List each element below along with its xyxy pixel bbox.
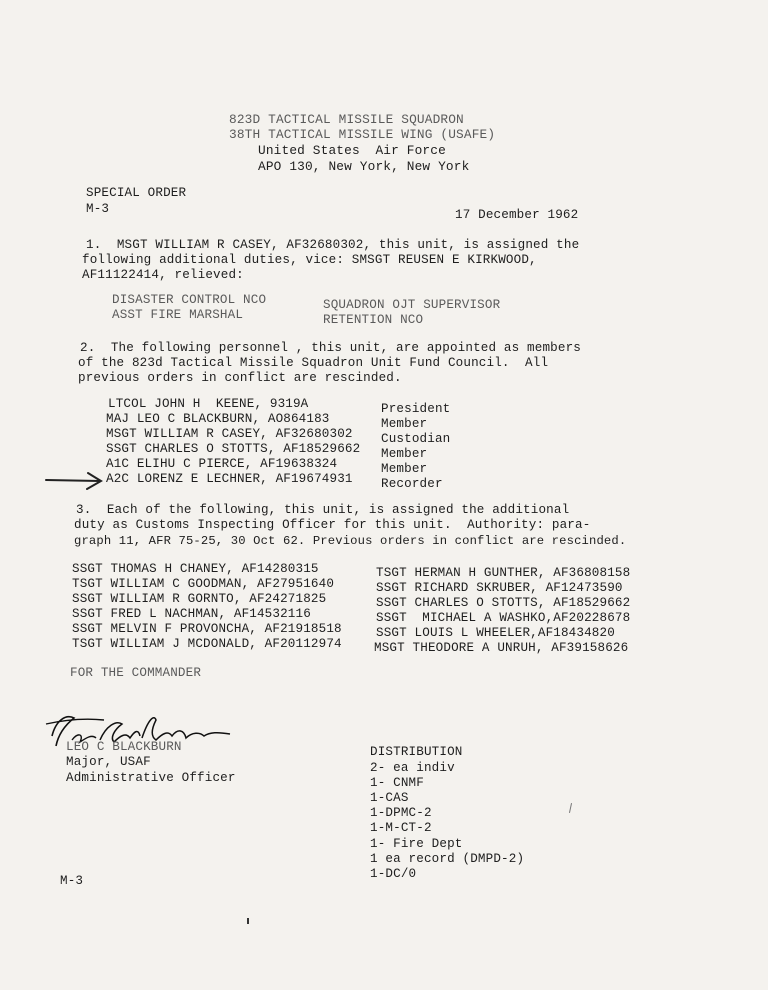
distribution-item: 1-CAS bbox=[370, 791, 409, 805]
hand-drawn-arrow-icon bbox=[44, 470, 104, 490]
para1-line3: AF11122414, relieved: bbox=[82, 268, 244, 282]
for-the-commander: FOR THE COMMANDER bbox=[70, 666, 202, 680]
member-name: A1C ELIHU C PIERCE, AF19638324 bbox=[106, 457, 338, 471]
para1-line2: following additional duties, vice: SMSGT REUSEN E KIRKWOOD, bbox=[82, 253, 537, 267]
member-name: A2C LORENZ E LECHNER, AF19674931 bbox=[106, 472, 353, 486]
inspector-right: SSGT CHARLES O STOTTS, AF18529662 bbox=[376, 596, 631, 610]
inspector-right: TSGT HERMAN H GUNTHER, AF36808158 bbox=[376, 566, 631, 580]
para2-line1: 2. The following personnel , this unit, are appointed as members bbox=[80, 341, 581, 355]
distribution-item: 1-DC/0 bbox=[370, 867, 417, 881]
inspector-right: MSGT THEODORE A UNRUH, AF39158626 bbox=[374, 641, 629, 655]
para3-line3: graph 11, AFR 75-25, 30 Oct 62. Previous orders in conflict are rescinded. bbox=[74, 534, 627, 548]
member-role: Recorder bbox=[381, 477, 443, 491]
para2-line2: of the 823d Tactical Missile Squadron Unit Fund Council. All bbox=[78, 356, 549, 370]
member-role: President bbox=[381, 402, 451, 416]
member-role: Custodian bbox=[381, 432, 451, 446]
duty-item: RETENTION NCO bbox=[323, 313, 424, 327]
inspector-right: SSGT RICHARD SKRUBER, AF12473590 bbox=[376, 581, 623, 595]
member-role: Member bbox=[381, 447, 428, 461]
distribution-item: 2- ea indiv bbox=[370, 761, 455, 775]
inspector-left: SSGT THOMAS H CHANEY, AF14280315 bbox=[72, 562, 319, 576]
duty-item: ASST FIRE MARSHAL bbox=[112, 308, 244, 322]
stray-mark bbox=[247, 918, 249, 924]
inspector-left: SSGT FRED L NACHMAN, AF14532116 bbox=[72, 607, 311, 621]
inspector-left: TSGT WILLIAM J MCDONALD, AF20112974 bbox=[72, 637, 342, 651]
para3-line2: duty as Customs Inspecting Officer for this unit. Authority: para- bbox=[74, 518, 591, 532]
distribution-item: 1- Fire Dept bbox=[370, 837, 463, 851]
footer-code: M-3 bbox=[60, 874, 84, 888]
para1-line1: 1. MSGT WILLIAM R CASEY, AF32680302, this unit, is assigned the bbox=[86, 238, 580, 252]
distribution-item: 1-M-CT-2 bbox=[370, 821, 432, 835]
inspector-right: SSGT MICHAEL A WASHKO,AF20228678 bbox=[376, 611, 631, 625]
distribution-item: 1- CNMF bbox=[370, 776, 424, 790]
duty-item: SQUADRON OJT SUPERVISOR bbox=[323, 298, 501, 312]
member-role: Member bbox=[381, 462, 428, 476]
inspector-left: SSGT MELVIN F PROVONCHA, AF21918518 bbox=[72, 622, 342, 636]
inspector-left: SSGT WILLIAM R GORNTO, AF24271825 bbox=[72, 592, 327, 606]
stray-mark bbox=[569, 803, 572, 813]
member-name: MSGT WILLIAM R CASEY, AF32680302 bbox=[106, 427, 353, 441]
member-name: MAJ LEO C BLACKBURN, AO864183 bbox=[106, 412, 330, 426]
inspector-left: TSGT WILLIAM C GOODMAN, AF27951640 bbox=[72, 577, 335, 591]
inspector-right: SSGT LOUIS L WHEELER,AF18434820 bbox=[376, 626, 615, 640]
order-type: SPECIAL ORDER bbox=[86, 186, 187, 200]
signer-title: Administrative Officer bbox=[66, 771, 236, 785]
duty-item: DISASTER CONTROL NCO bbox=[112, 293, 267, 307]
signer-name: LEO C BLACKBURN bbox=[66, 740, 182, 754]
para2-line3: previous orders in conflict are rescinded. bbox=[78, 371, 402, 385]
para3-line1: 3. Each of the following, this unit, is assigned the additional bbox=[76, 503, 570, 517]
member-role: Member bbox=[381, 417, 428, 431]
distribution-item: 1 ea record (DMPD-2) bbox=[370, 852, 525, 866]
order-number: M-3 bbox=[86, 202, 110, 216]
distribution-heading: DISTRIBUTION bbox=[370, 745, 463, 759]
header-squadron: 823D TACTICAL MISSILE SQUADRON bbox=[229, 112, 464, 127]
signer-rank: Major, USAF bbox=[66, 755, 151, 769]
order-date: 17 December 1962 bbox=[455, 208, 579, 222]
header-address: APO 130, New York, New York bbox=[258, 159, 470, 174]
header-service: United States Air Force bbox=[258, 143, 446, 158]
header-wing: 38TH TACTICAL MISSILE WING (USAFE) bbox=[229, 127, 496, 142]
distribution-item: 1-DPMC-2 bbox=[370, 806, 432, 820]
member-name: LTCOL JOHN H KEENE, 9319A bbox=[108, 397, 309, 411]
member-name: SSGT CHARLES O STOTTS, AF18529662 bbox=[106, 442, 361, 456]
